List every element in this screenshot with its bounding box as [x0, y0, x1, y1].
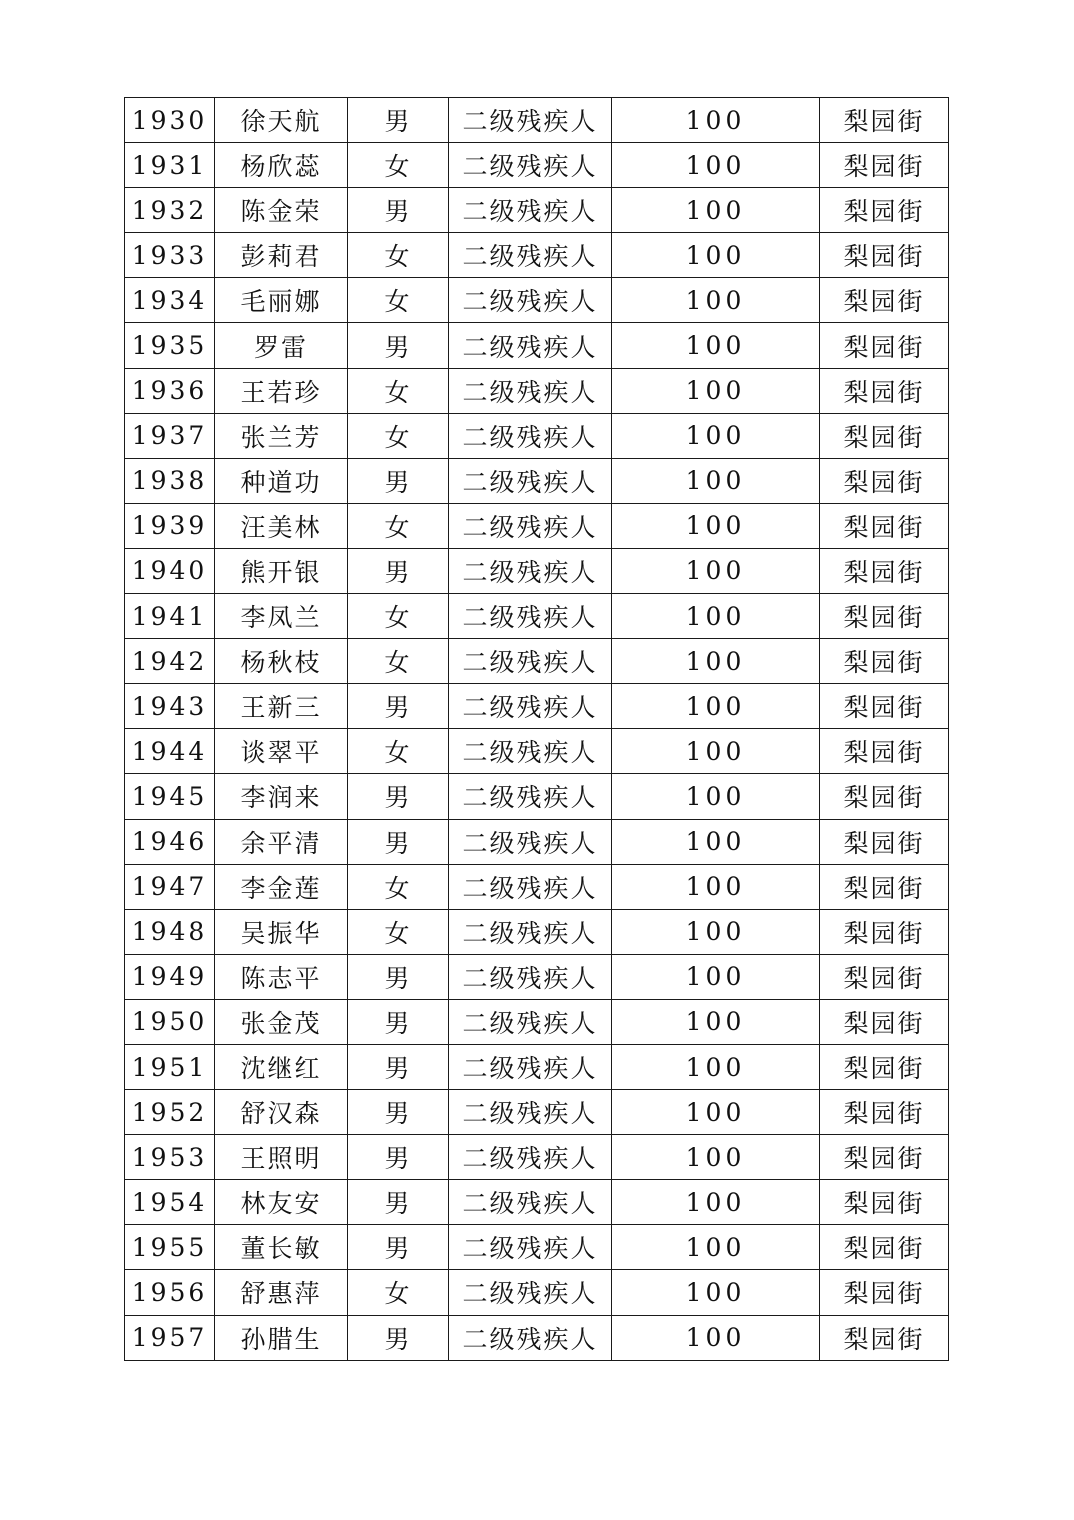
disability-level-cell: 二级残疾人: [449, 458, 612, 503]
roster-table-body: [125, 98, 949, 1361]
serial-number-cell: 1947: [125, 864, 215, 909]
serial-number-cell: 1942: [125, 639, 215, 684]
serial-number-cell: 1945: [125, 774, 215, 819]
disability-level-cell: 二级残疾人: [449, 1270, 612, 1315]
street-cell: 梨园街: [820, 323, 949, 368]
name-cell: 徐天航: [215, 98, 348, 143]
street-cell: 梨园街: [820, 368, 949, 413]
amount-cell: 100: [612, 1270, 820, 1315]
street-cell: 梨园街: [820, 639, 949, 684]
disability-level-cell: 二级残疾人: [449, 233, 612, 278]
table-row: [125, 909, 949, 954]
name-cell: 陈金荣: [215, 188, 348, 233]
gender-cell: 女: [348, 864, 449, 909]
name-cell: 张兰芳: [215, 413, 348, 458]
disability-level-cell: 二级残疾人: [449, 1315, 612, 1360]
street-cell: 梨园街: [820, 278, 949, 323]
gender-cell: 女: [348, 594, 449, 639]
amount-cell: 100: [612, 909, 820, 954]
serial-number-cell: 1931: [125, 143, 215, 188]
street-cell: 梨园街: [820, 999, 949, 1044]
table-row: [125, 413, 949, 458]
amount-cell: 100: [612, 368, 820, 413]
amount-cell: 100: [612, 864, 820, 909]
table-row: [125, 639, 949, 684]
serial-number-cell: 1954: [125, 1180, 215, 1225]
amount-cell: 100: [612, 1044, 820, 1089]
roster-table: [124, 97, 949, 1361]
disability-level-cell: 二级残疾人: [449, 1044, 612, 1089]
table-row: [125, 548, 949, 593]
serial-number-cell: 1950: [125, 999, 215, 1044]
street-cell: 梨园街: [820, 909, 949, 954]
table-row: [125, 999, 949, 1044]
name-cell: 余平清: [215, 819, 348, 864]
serial-number-cell: 1946: [125, 819, 215, 864]
amount-cell: 100: [612, 774, 820, 819]
amount-cell: 100: [612, 1090, 820, 1135]
name-cell: 林友安: [215, 1180, 348, 1225]
gender-cell: 女: [348, 639, 449, 684]
disability-level-cell: 二级残疾人: [449, 909, 612, 954]
amount-cell: 100: [612, 1315, 820, 1360]
disability-level-cell: 二级残疾人: [449, 1135, 612, 1180]
table-row: [125, 98, 949, 143]
gender-cell: 男: [348, 548, 449, 593]
disability-level-cell: 二级残疾人: [449, 1225, 612, 1270]
street-cell: 梨园街: [820, 1315, 949, 1360]
serial-number-cell: 1933: [125, 233, 215, 278]
gender-cell: 男: [348, 1135, 449, 1180]
amount-cell: 100: [612, 954, 820, 999]
gender-cell: 男: [348, 1180, 449, 1225]
amount-cell: 100: [612, 1180, 820, 1225]
table-row: [125, 1090, 949, 1135]
street-cell: 梨园街: [820, 1270, 949, 1315]
disability-level-cell: 二级残疾人: [449, 819, 612, 864]
street-cell: 梨园街: [820, 503, 949, 548]
name-cell: 谈翠平: [215, 729, 348, 774]
serial-number-cell: 1939: [125, 503, 215, 548]
street-cell: 梨园街: [820, 954, 949, 999]
serial-number-cell: 1938: [125, 458, 215, 503]
disability-level-cell: 二级残疾人: [449, 503, 612, 548]
disability-level-cell: 二级残疾人: [449, 639, 612, 684]
gender-cell: 女: [348, 233, 449, 278]
name-cell: 舒惠萍: [215, 1270, 348, 1315]
serial-number-cell: 1940: [125, 548, 215, 593]
table-row: [125, 1044, 949, 1089]
serial-number-cell: 1952: [125, 1090, 215, 1135]
disability-level-cell: 二级残疾人: [449, 368, 612, 413]
amount-cell: 100: [612, 503, 820, 548]
street-cell: 梨园街: [820, 1090, 949, 1135]
gender-cell: 男: [348, 458, 449, 503]
name-cell: 陈志平: [215, 954, 348, 999]
table-row: [125, 1315, 949, 1360]
serial-number-cell: 1944: [125, 729, 215, 774]
serial-number-cell: 1949: [125, 954, 215, 999]
serial-number-cell: 1930: [125, 98, 215, 143]
amount-cell: 100: [612, 188, 820, 233]
street-cell: 梨园街: [820, 188, 949, 233]
gender-cell: 女: [348, 503, 449, 548]
name-cell: 孙腊生: [215, 1315, 348, 1360]
serial-number-cell: 1943: [125, 684, 215, 729]
street-cell: 梨园街: [820, 594, 949, 639]
gender-cell: 女: [348, 278, 449, 323]
disability-level-cell: 二级残疾人: [449, 323, 612, 368]
table-row: [125, 278, 949, 323]
gender-cell: 男: [348, 323, 449, 368]
amount-cell: 100: [612, 548, 820, 593]
table-row: [125, 729, 949, 774]
amount-cell: 100: [612, 819, 820, 864]
gender-cell: 男: [348, 1090, 449, 1135]
gender-cell: 男: [348, 1225, 449, 1270]
gender-cell: 男: [348, 999, 449, 1044]
gender-cell: 女: [348, 143, 449, 188]
street-cell: 梨园街: [820, 413, 949, 458]
gender-cell: 男: [348, 98, 449, 143]
name-cell: 吴振华: [215, 909, 348, 954]
disability-level-cell: 二级残疾人: [449, 1090, 612, 1135]
gender-cell: 女: [348, 1270, 449, 1315]
serial-number-cell: 1948: [125, 909, 215, 954]
gender-cell: 女: [348, 413, 449, 458]
table-row: [125, 503, 949, 548]
disability-level-cell: 二级残疾人: [449, 864, 612, 909]
serial-number-cell: 1951: [125, 1044, 215, 1089]
table-row: [125, 774, 949, 819]
disability-level-cell: 二级残疾人: [449, 98, 612, 143]
table-row: [125, 323, 949, 368]
gender-cell: 男: [348, 954, 449, 999]
table-row: [125, 1180, 949, 1225]
name-cell: 张金茂: [215, 999, 348, 1044]
amount-cell: 100: [612, 1225, 820, 1270]
street-cell: 梨园街: [820, 774, 949, 819]
name-cell: 杨欣蕊: [215, 143, 348, 188]
name-cell: 种道功: [215, 458, 348, 503]
disability-level-cell: 二级残疾人: [449, 954, 612, 999]
disability-level-cell: 二级残疾人: [449, 729, 612, 774]
table-row: [125, 594, 949, 639]
disability-level-cell: 二级残疾人: [449, 684, 612, 729]
amount-cell: 100: [612, 1135, 820, 1180]
amount-cell: 100: [612, 639, 820, 684]
street-cell: 梨园街: [820, 1225, 949, 1270]
serial-number-cell: 1936: [125, 368, 215, 413]
street-cell: 梨园街: [820, 98, 949, 143]
name-cell: 王新三: [215, 684, 348, 729]
table-row: [125, 143, 949, 188]
table-row: [125, 1225, 949, 1270]
table-row: [125, 458, 949, 503]
gender-cell: 男: [348, 684, 449, 729]
serial-number-cell: 1934: [125, 278, 215, 323]
street-cell: 梨园街: [820, 729, 949, 774]
amount-cell: 100: [612, 278, 820, 323]
street-cell: 梨园街: [820, 233, 949, 278]
street-cell: 梨园街: [820, 1135, 949, 1180]
serial-number-cell: 1935: [125, 323, 215, 368]
disability-level-cell: 二级残疾人: [449, 188, 612, 233]
table-row: [125, 1135, 949, 1180]
gender-cell: 男: [348, 774, 449, 819]
amount-cell: 100: [612, 98, 820, 143]
street-cell: 梨园街: [820, 684, 949, 729]
disability-level-cell: 二级残疾人: [449, 594, 612, 639]
table-row: [125, 684, 949, 729]
street-cell: 梨园街: [820, 864, 949, 909]
disability-level-cell: 二级残疾人: [449, 999, 612, 1044]
disability-level-cell: 二级残疾人: [449, 548, 612, 593]
gender-cell: 男: [348, 188, 449, 233]
amount-cell: 100: [612, 594, 820, 639]
name-cell: 熊开银: [215, 548, 348, 593]
serial-number-cell: 1955: [125, 1225, 215, 1270]
gender-cell: 男: [348, 819, 449, 864]
gender-cell: 女: [348, 729, 449, 774]
amount-cell: 100: [612, 413, 820, 458]
amount-cell: 100: [612, 458, 820, 503]
name-cell: 王照明: [215, 1135, 348, 1180]
serial-number-cell: 1932: [125, 188, 215, 233]
table-row: [125, 819, 949, 864]
table-row: [125, 368, 949, 413]
street-cell: 梨园街: [820, 819, 949, 864]
name-cell: 汪美林: [215, 503, 348, 548]
name-cell: 彭莉君: [215, 233, 348, 278]
table-row: [125, 188, 949, 233]
amount-cell: 100: [612, 323, 820, 368]
serial-number-cell: 1941: [125, 594, 215, 639]
name-cell: 沈继红: [215, 1044, 348, 1089]
amount-cell: 100: [612, 684, 820, 729]
table-row: [125, 1270, 949, 1315]
disability-level-cell: 二级残疾人: [449, 1180, 612, 1225]
amount-cell: 100: [612, 143, 820, 188]
disability-level-cell: 二级残疾人: [449, 278, 612, 323]
name-cell: 王若珍: [215, 368, 348, 413]
name-cell: 李润来: [215, 774, 348, 819]
disability-level-cell: 二级残疾人: [449, 413, 612, 458]
name-cell: 舒汉森: [215, 1090, 348, 1135]
name-cell: 罗雷: [215, 323, 348, 368]
name-cell: 董长敏: [215, 1225, 348, 1270]
serial-number-cell: 1956: [125, 1270, 215, 1315]
street-cell: 梨园街: [820, 548, 949, 593]
table-row: [125, 864, 949, 909]
name-cell: 李金莲: [215, 864, 348, 909]
disability-level-cell: 二级残疾人: [449, 143, 612, 188]
street-cell: 梨园街: [820, 1044, 949, 1089]
street-cell: 梨园街: [820, 143, 949, 188]
serial-number-cell: 1937: [125, 413, 215, 458]
amount-cell: 100: [612, 729, 820, 774]
name-cell: 杨秋枝: [215, 639, 348, 684]
serial-number-cell: 1957: [125, 1315, 215, 1360]
table-row: [125, 233, 949, 278]
serial-number-cell: 1953: [125, 1135, 215, 1180]
street-cell: 梨园街: [820, 458, 949, 503]
amount-cell: 100: [612, 999, 820, 1044]
name-cell: 毛丽娜: [215, 278, 348, 323]
table-row: [125, 954, 949, 999]
disability-level-cell: 二级残疾人: [449, 774, 612, 819]
name-cell: 李凤兰: [215, 594, 348, 639]
street-cell: 梨园街: [820, 1180, 949, 1225]
gender-cell: 男: [348, 1315, 449, 1360]
amount-cell: 100: [612, 233, 820, 278]
gender-cell: 女: [348, 368, 449, 413]
gender-cell: 男: [348, 1044, 449, 1089]
gender-cell: 女: [348, 909, 449, 954]
